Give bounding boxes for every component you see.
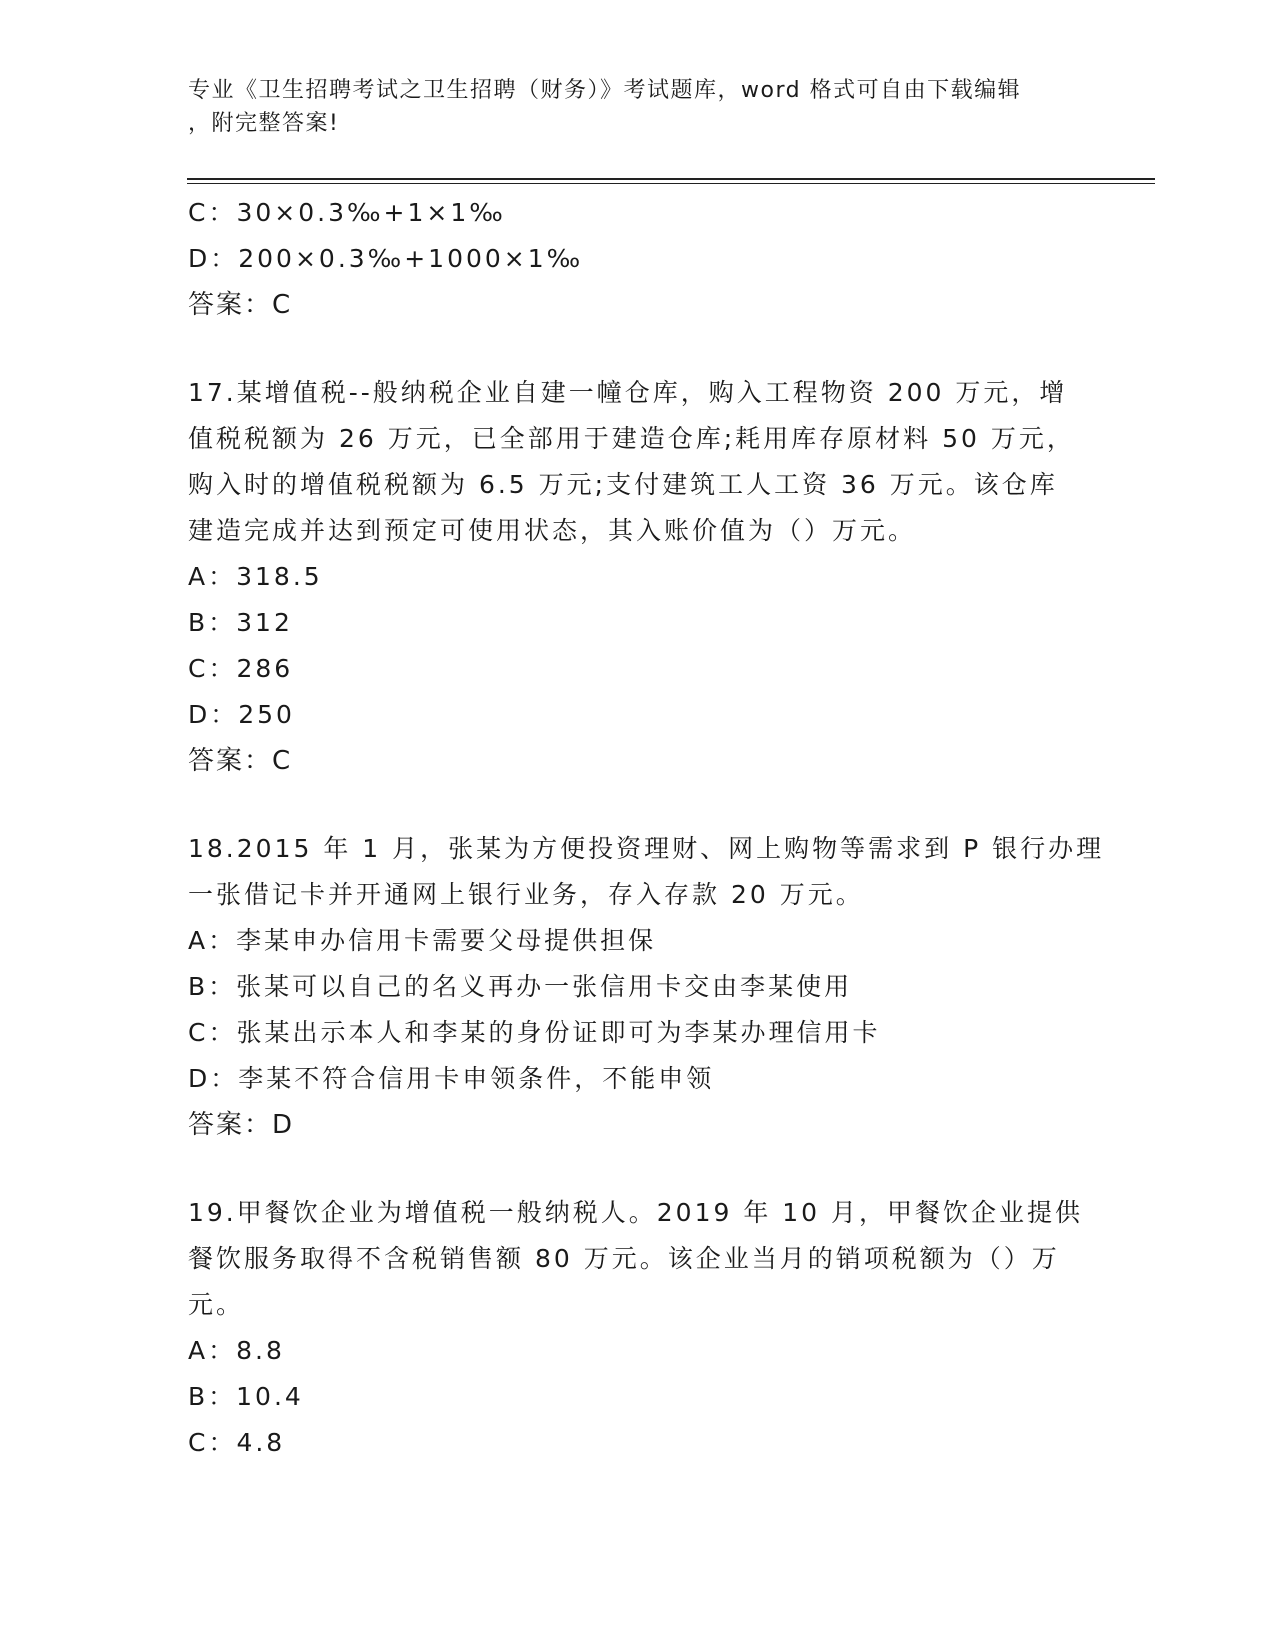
- question-17: [188, 370, 1078, 784]
- header-line-2: ，附完整答案!: [188, 111, 340, 136]
- option-a: A：318.5: [188, 562, 323, 591]
- option-b: B：张某可以自己的名义再办一张信用卡交由李某使用: [188, 972, 853, 1001]
- document-body: [188, 190, 1105, 1466]
- option-c: C：30×0.3‰+1×1‰: [188, 198, 506, 227]
- header-line-1: 专业《卫生招聘考试之卫生招聘（财务）》考试题库，word 格式可自由下载编辑: [188, 78, 1022, 103]
- question-stem-line: 餐饮服务取得不含税销售额 80 万元。该企业当月的销项税额为（）万: [188, 1244, 1060, 1273]
- question-18: [188, 826, 1105, 1148]
- spacer: [188, 328, 1088, 370]
- question-stem-line: 19.甲餐饮企业为增值税一般纳税人。2019 年 10 月，甲餐饮企业提供: [188, 1198, 1084, 1227]
- option-a: A：8.8: [188, 1336, 285, 1365]
- option-d: D：200×0.3‰+1000×1‰: [188, 244, 584, 273]
- option-b: B：10.4: [188, 1382, 304, 1411]
- question-stem-line: 17.某增值税--般纳税企业自建一幢仓库，购入工程物资 200 万元，增: [188, 378, 1068, 407]
- header-divider-thin: [187, 183, 1155, 184]
- question-19: [188, 1190, 1084, 1466]
- question-stem-line: 建造完成并达到预定可使用状态，其入账价值为（）万元。: [188, 516, 917, 545]
- question-stem-line: 18.2015 年 1 月，张某为方便投资理财、网上购物等需求到 P 银行办理: [188, 834, 1105, 863]
- option-c: C：张某出示本人和李某的身份证即可为李某办理信用卡: [188, 1018, 881, 1047]
- option-d: D：250: [188, 700, 295, 729]
- spacer: [188, 1148, 1088, 1190]
- answer: 答案：C: [188, 290, 293, 320]
- answer: 答案：C: [188, 746, 293, 776]
- header-divider-thick: [187, 178, 1155, 180]
- option-d: D：李某不符合信用卡申领条件，不能申领: [188, 1064, 715, 1093]
- question-stem-line: 购入时的增值税税额为 6.5 万元;支付建筑工人工资 36 万元。该仓库: [188, 470, 1058, 499]
- question-stem-line: 值税税额为 26 万元，已全部用于建造仓库;耗用库存原材料 50 万元，: [188, 424, 1075, 453]
- option-c: C：286: [188, 654, 294, 683]
- question-16-tail: [188, 190, 1088, 328]
- spacer: [188, 784, 1088, 826]
- option-c: C：4.8: [188, 1428, 286, 1457]
- option-b: B：312: [188, 608, 293, 637]
- answer: 答案：D: [188, 1110, 295, 1140]
- option-a: A：李某申办信用卡需要父母提供担保: [188, 926, 657, 955]
- question-stem-line: 元。: [188, 1290, 245, 1319]
- page-header: [188, 74, 1088, 140]
- question-stem-line: 一张借记卡并开通网上银行业务，存入存款 20 万元。: [188, 880, 864, 909]
